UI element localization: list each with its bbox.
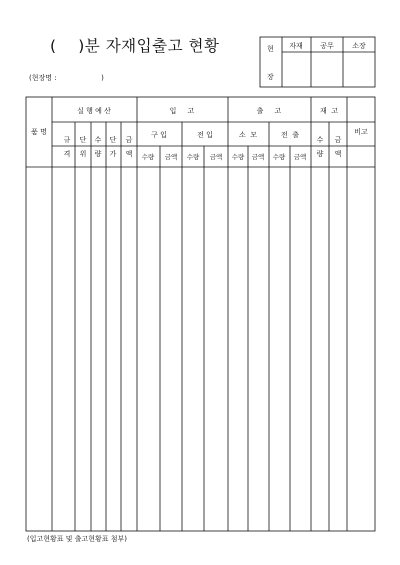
col-item-name: 품 명 (31, 128, 47, 136)
col-stock: 재 고 (320, 107, 338, 115)
col-remarks: 비고 (354, 128, 368, 136)
approval-col-works: 공무 (320, 42, 334, 50)
inbound-transfer-in: 전 입 (197, 131, 213, 139)
main-table (26, 97, 375, 531)
stock-amount-bottom: 액 (334, 150, 342, 158)
budget-qty-bottom: 량 (94, 150, 102, 158)
outbound-transfer-qty: 수량 (272, 153, 286, 161)
outbound-transfer-out: 전 출 (281, 131, 299, 139)
outbound-consume-qty: 수량 (231, 153, 245, 161)
stock-qty-top: 수 (316, 136, 324, 144)
approval-box (260, 37, 375, 87)
page-title: ( )분 자재입출고 현황 (50, 37, 220, 55)
approval-col-manager: 소장 (352, 42, 366, 50)
col-inbound: 입 고 (169, 107, 195, 115)
inbound-transfer-qty: 수량 (186, 153, 200, 161)
outbound-consume-amount: 금액 (251, 153, 265, 161)
outbound-transfer-amount: 금액 (293, 153, 307, 161)
budget-amount-top: 금 (125, 136, 133, 144)
budget-spec-bottom: 격 (63, 150, 71, 158)
stock-amount-top: 금 (334, 136, 342, 144)
budget-unit-top: 단 (79, 136, 87, 144)
approval-side-label-bottom: 장 (267, 73, 274, 81)
inbound-purchase: 구 입 (151, 131, 167, 139)
outbound-consume: 소 모 (239, 131, 257, 139)
budget-spec-top: 규 (63, 136, 71, 144)
inbound-purchase-qty: 수량 (141, 153, 155, 161)
inbound-purchase-amount: 금액 (164, 153, 178, 161)
budget-unit-bottom: 위 (79, 150, 87, 158)
stock-qty-bottom: 량 (316, 150, 324, 158)
site-name-label: (현장명 : ) (29, 74, 104, 82)
footnote: (입고현황표 및 출고현황표 첨부) (27, 535, 128, 543)
budget-amount-bottom: 액 (125, 150, 133, 158)
budget-price-top: 단 (109, 136, 117, 144)
approval-col-material: 자재 (289, 42, 303, 50)
budget-qty-top: 수 (94, 136, 102, 144)
approval-side-label-top: 현 (267, 45, 274, 53)
col-outbound: 출 고 (256, 107, 282, 115)
inbound-transfer-amount: 금액 (209, 153, 223, 161)
col-budget: 실 행 예 산 (77, 107, 111, 115)
budget-price-bottom: 가 (109, 150, 117, 158)
